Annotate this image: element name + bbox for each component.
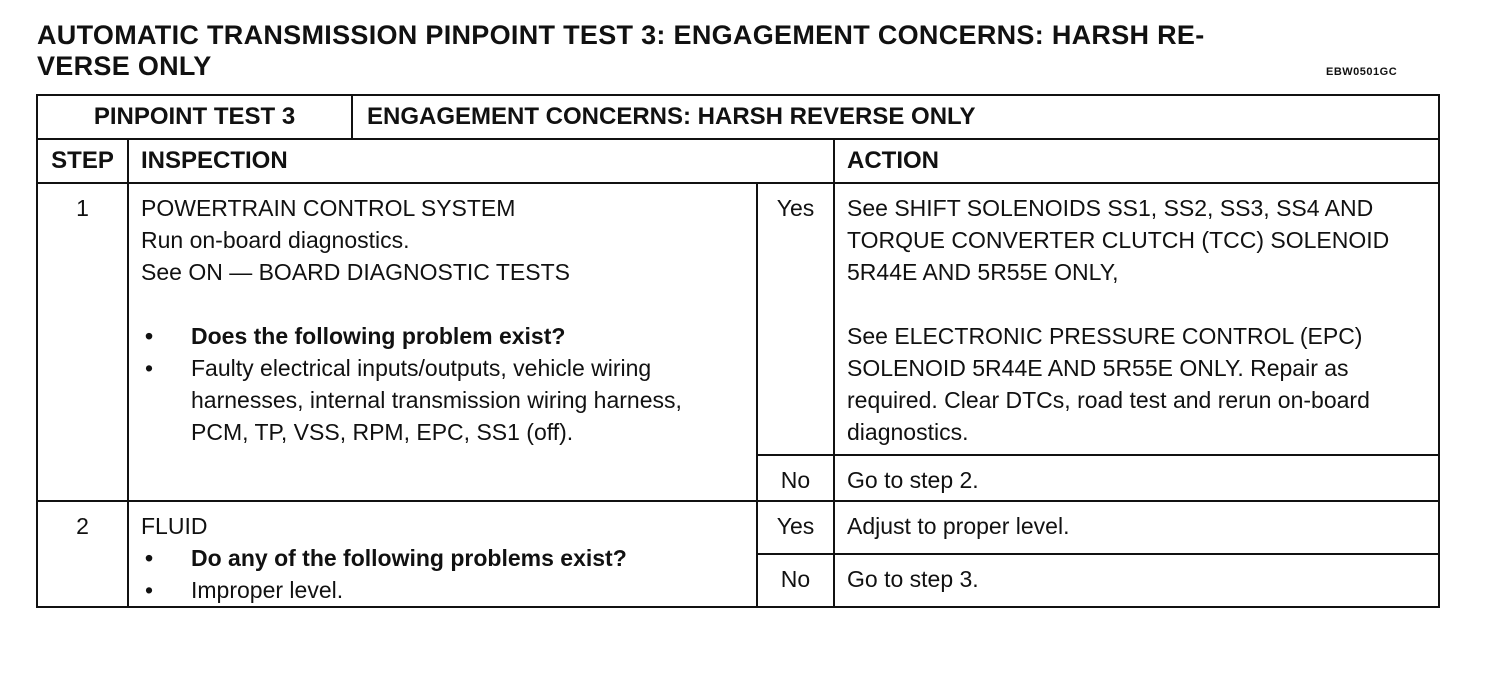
test-title-header: ENGAGEMENT CONCERNS: HARSH REVERSE ONLY [352, 95, 1439, 139]
no-label: No [757, 554, 834, 607]
column-header-inspection: INSPECTION [128, 139, 834, 183]
page-title [37, 20, 1367, 82]
table-row [37, 501, 1439, 554]
yes-action-cell: Adjust to proper level. [834, 501, 1439, 554]
inspection-cell [128, 183, 757, 501]
inspection-cell [128, 501, 757, 607]
inspection-heading: POWERTRAIN CONTROL SYSTEM [141, 195, 516, 221]
yes-action-cell [834, 183, 1439, 455]
inspection-bullets [141, 320, 744, 448]
step-number: 1 [37, 183, 128, 501]
page-title-line-2: VERSE ONLY [37, 51, 212, 81]
column-header-step: STEP [37, 139, 128, 183]
step-number: 2 [37, 501, 128, 607]
yes-action-text: See ELECTRONIC PRESSURE CONTROL (EPC) SOLENOID 5R44E AND 5R55E ONLY. Repair as required. Clear DTCs, road test and rerun on-board diagnostics. [847, 323, 1370, 445]
table-row [37, 183, 1439, 455]
column-header-action: ACTION [834, 139, 1439, 183]
inspection-line: Run on-board diagnostics. [141, 227, 410, 253]
table-header-row [37, 95, 1439, 139]
inspection-heading: FLUID [141, 513, 208, 539]
yes-label: Yes [757, 501, 834, 554]
no-action-cell: Go to step 2. [834, 455, 1439, 501]
pinpoint-test-table [36, 94, 1440, 608]
yes-action-text: See SHIFT SOLENOIDS SS1, SS2, SS3, SS4 AND TORQUE CONVERTER CLUTCH (TCC) SOLENOID 5R44E AND 5R55E ONLY, [847, 195, 1390, 285]
page-title-line-1: AUTOMATIC TRANSMISSION PINPOINT TEST 3: ENGAGEMENT CONCERNS: HARSH RE- [37, 20, 1205, 50]
yes-label: Yes [757, 183, 834, 455]
inspection-detail: • Faulty electrical inputs/outputs, vehicle wiring harnesses, internal transmission wiring harness, PCM, TP, VSS, RPM, EPC, SS1 (off). [141, 352, 744, 448]
test-number-header: PINPOINT TEST 3 [37, 95, 352, 139]
inspection-question: • Does the following problem exist? [141, 320, 744, 352]
figure-code: EBW0501GC [1326, 66, 1398, 78]
no-label: No [757, 455, 834, 501]
inspection-question: • Do any of the following problems exist? [141, 542, 744, 574]
inspection-line: See ON — BOARD DIAGNOSTIC TESTS [141, 259, 570, 285]
column-header-row [37, 139, 1439, 183]
no-action-cell: Go to step 3. [834, 554, 1439, 607]
inspection-detail: • Improper level. [141, 574, 744, 606]
inspection-bullets [141, 542, 744, 606]
